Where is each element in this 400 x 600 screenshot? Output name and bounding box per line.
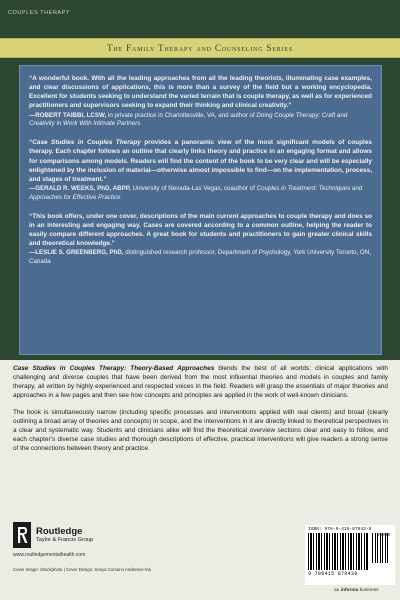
author-affiliation: distinguished research professor, Department of Psychology, York University Toronto, ON, Canada (29, 249, 371, 266)
praise-author (29, 249, 372, 267)
quote-text: provides a panoramic view of the most significant models of couples therapy. Each chapter follows an outline that clearly links theory and practice in an engaging format and allows for comparisons among models. Readers will find the content of the book to be very clear and will be especially enlightened by the inclusion of material—otherwise almost impossible to find—on the implementation, process, and stages of treatment.” (29, 139, 372, 183)
routledge-logo-icon (13, 522, 31, 548)
publisher-name: Routledge (36, 526, 83, 538)
imprint-name: informa (340, 588, 359, 593)
publisher-block (13, 522, 93, 548)
praise-box (19, 65, 382, 355)
series-title: The Family Therapy and Counseling Series (107, 43, 293, 53)
ean-barcode-icon (308, 533, 368, 570)
imprint-suffix: business (359, 588, 379, 593)
description-text (13, 364, 388, 460)
publisher-group: Taylor & Francis Group (36, 536, 94, 543)
imprint-prefix: an (334, 588, 340, 593)
informa-imprint (334, 588, 379, 593)
category-label: COUPLES THERAPY (8, 10, 71, 16)
praise-author (29, 112, 372, 130)
description-paragraph: The book is simultaneously narrow (including specific processes and interventions applied with real clients) and broad (clearly outlining a broad array of theories and concepts) in scope, and the interventions in it are directly linked to theoretical perspectives in a clear and systematic way. Students and clinicians alike will find the theoretical overview sections clear and easy to follow, and each chapter’s diverse case studies and thorough descriptions of effective, practical interventions will give readers a strong sense of the connections between theory and practice. (13, 408, 388, 453)
price-addon-number: 90000 (376, 533, 390, 538)
praise-item (29, 74, 372, 129)
description-book-title: Case Studies in Couples Therapy: Theory-Based Approaches (13, 365, 215, 372)
quote-book-title: Case Studies in Couples Therapy (32, 139, 141, 147)
praise-quote: “A wonderful book. With all the leading approaches from all the leading theorists, illuminating case examples, and clear discussions of applications, this is more than a survey of the field but a working encyclopedia. Excellent for students seeking to understand the varied terrain that is couple therapy, as well as for experienced practitioners and supervisors seeking to expand their thinking and clinical creativity.” (29, 75, 372, 110)
description-body: blends the best of all worlds: clinical applications with challenging and diverse couples that have been derived from the most influential theories and models in couples and family therapy, all written by highly experienced and respected voices in the field. Readers will grasp the essentials of major theories and approaches in a few pages and then see how concepts and principles are applied in the work of well-known clinicians. (13, 365, 388, 400)
author-name: —ROBERT TAIBBI, LCSW, (29, 111, 107, 119)
praise-item (29, 212, 372, 267)
praise-author (29, 185, 372, 203)
praise-quote: “This book offers, under one cover, descriptions of the main current approaches to couple therapy and does so in an interesting and engaging way. Cases are covered according to a common outline, helping the reader to easily compare different approaches. A great book for students and practitioners to gain greater clinical skills and theoretical knowledge.” (29, 212, 372, 248)
isbn-text: ISBN: 978-0-415-87943-9 (308, 527, 372, 532)
author-affiliation: University of Nevada-Las Vegas, coauthor of (130, 185, 257, 192)
author-affiliation: in private practice in Charlottesville, VA, and author of (106, 111, 257, 119)
series-band (0, 38, 400, 58)
isbn-barcode (305, 525, 395, 585)
praise-item (29, 138, 372, 202)
author-name: —LESLIE S. GREENBERG, PhD, (29, 249, 124, 257)
barcode-digits: 9 780415 879439 (308, 571, 358, 577)
cover-credits: Cover Image: iStockphoto | Cover Design: Sonya Corsano Andersen-Via (13, 567, 151, 572)
author-work: Doing Couple Therapy: Craft and Creativity in Work With Intimate Partners (29, 111, 348, 128)
barcode-bars (308, 533, 392, 570)
author-name: —GERALD R. WEEKS, PhD, ABPP, (29, 185, 131, 192)
author-work: Couples in Treatment: Techniques and Approaches for Effective Practice (29, 185, 363, 201)
praise-quote: “Case Studies in Couples Therapy provides a panoramic view of the most significant models of couples therapy. Each chapter follows an outline that clearly links theory and practice in an engaging format and allows for comparisons among models. Readers will find the content of the book to be very clear and will be especially enlightened by the inclusion of material—otherwise almost impossible to find—on the implementation, process, and stages of treatment.” (29, 139, 372, 183)
publisher-url[interactable]: www.routledgementalhealth.com (13, 552, 86, 558)
description-paragraph (13, 364, 388, 401)
